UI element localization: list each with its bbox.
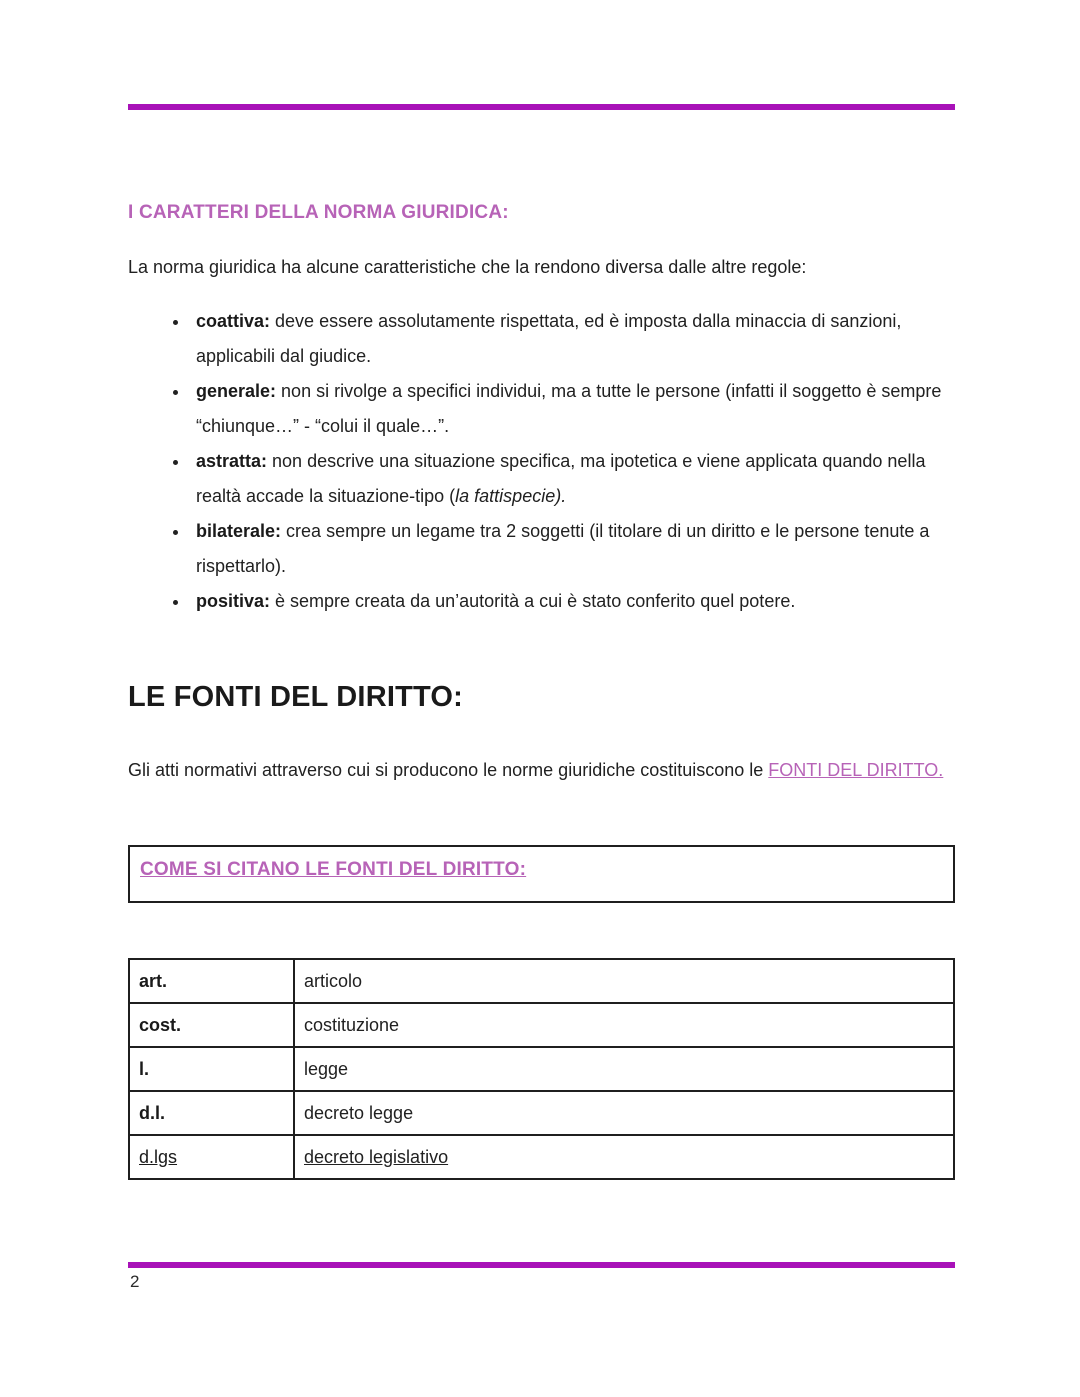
bullet-term: astratta: [196, 451, 268, 472]
citation-callout-box [128, 845, 955, 903]
abbr-cell: cost. [129, 1003, 294, 1047]
abbr-cell: art. [129, 959, 294, 1003]
list-item [190, 444, 955, 514]
section-heading-fonti: LE FONTI DEL DIRITTO: [128, 681, 464, 714]
fonti-paragraph-text: Gli atti normativi attraverso cui si producono le norme giuridiche costituiscono le [128, 760, 769, 781]
meaning-cell: legge [294, 1047, 954, 1091]
abbr-cell: l. [129, 1047, 294, 1091]
bullet-term: bilaterale: [196, 521, 282, 542]
fonti-paragraph [128, 748, 955, 792]
fonti-del-diritto-link[interactable]: FONTI DEL DIRITTO. [768, 760, 944, 781]
abbr-cell: d.l. [129, 1091, 294, 1135]
bullet-italic-text: la fattispecie). [455, 486, 567, 507]
table-row [129, 1047, 954, 1091]
bottom-divider-rule [128, 1262, 955, 1268]
meaning-cell: decreto legge [294, 1091, 954, 1135]
characteristics-list [128, 304, 955, 619]
top-divider-rule [128, 104, 955, 110]
table-row [129, 1091, 954, 1135]
bullet-text: crea sempre un legame tra 2 soggetti (il titolare di un diritto e le persone tenute a rispettarlo). [196, 521, 930, 577]
list-item [190, 304, 955, 374]
bullet-term: coattiva: [196, 311, 271, 332]
bullet-term: positiva: [196, 591, 271, 612]
meaning-cell: costituzione [294, 1003, 954, 1047]
bullet-text: è sempre creata da un’autorità a cui è stato conferito quel potere. [270, 591, 796, 612]
meaning-cell: articolo [294, 959, 954, 1003]
table-row [129, 959, 954, 1003]
list-item [190, 514, 955, 584]
bullet-text: non descrive una situazione specifica, ma ipotetica e viene applicata quando nella realtà accade la situazione-tipo ( [196, 451, 926, 507]
table-row [129, 1003, 954, 1047]
bullet-text: deve essere assolutamente rispettata, ed è imposta dalla minaccia di sanzioni, applicabili dal giudice. [196, 311, 902, 367]
citation-table [128, 958, 955, 1180]
meaning-cell: decreto legislativo [294, 1135, 954, 1179]
list-item [190, 374, 955, 444]
abbr-cell: d.lgs [129, 1135, 294, 1179]
citation-box-heading-link[interactable]: COME SI CITANO LE FONTI DEL DIRITTO: [140, 859, 527, 881]
table-row [129, 1135, 954, 1179]
list-item [190, 584, 955, 619]
bullet-term: generale: [196, 381, 277, 402]
bullet-text: non si rivolge a specifici individui, ma a tutte le persone (infatti il soggetto è sempre “chiunque…” - “colui il quale…”. [196, 381, 942, 437]
page-number: 2 [130, 1272, 140, 1292]
section-heading-caratteri: I CARATTERI DELLA NORMA GIURIDICA: [128, 202, 509, 223]
page-content [0, 104, 1080, 1292]
intro-paragraph: La norma giuridica ha alcune caratteristiche che la rendono diversa dalle altre regole: [128, 257, 807, 277]
